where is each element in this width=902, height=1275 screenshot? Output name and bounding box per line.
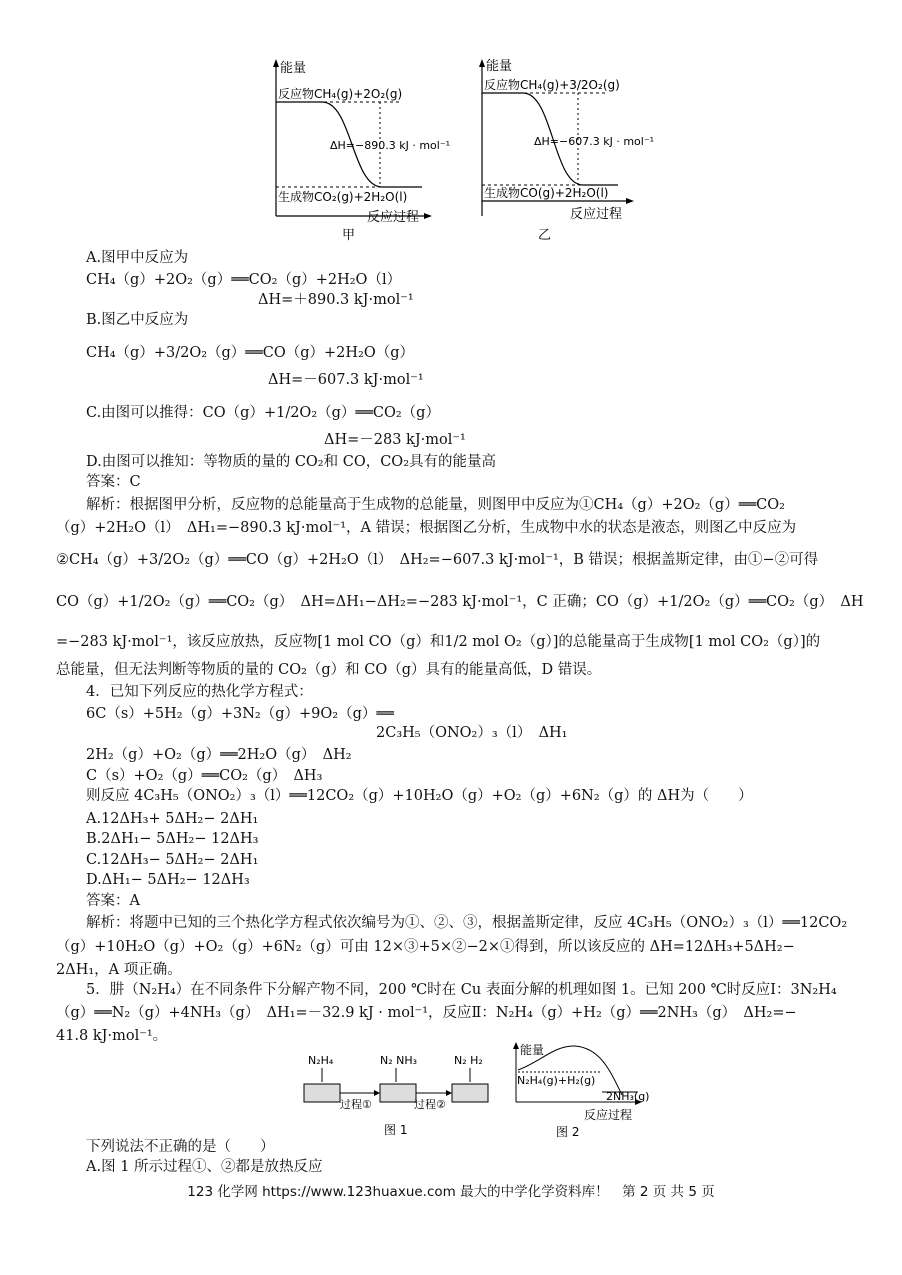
text-line: A.12ΔH₃+ 5ΔH₂− 2ΔH₁ [86, 811, 259, 827]
fig2-reactant: N₂H₄(g)+H₂(g) [517, 1074, 596, 1087]
yi-caption: 乙 [538, 228, 552, 241]
text-line: 6C（s）+5H₂（g）+3N₂（g）+9O₂（g）══ [86, 706, 394, 722]
text-line: 5．肼（N₂H₄）在不同条件下分解产物不同，200 ℃时在 Cu 表面分解的机理如图 1。已知 200 ℃时反应Ⅰ：3N₂H₄ [86, 982, 837, 998]
mechanism-figure-1 [296, 1050, 496, 1140]
text-line: =−283 kJ·mol⁻¹，该反应放热，反应物[1 mol CO（g）和1/2 mol O₂（g）]的总能量高于生成物[1 mol CO₂（g）]的 [56, 634, 821, 650]
yi-reactant: 反应物CH₄(g)+3/2O₂(g) [484, 78, 620, 92]
text-line: （g）══N₂（g）+4NH₃（g） ΔH₁=－32.9 kJ · mol⁻¹，反应Ⅱ：N₂H₄（g）+H₂（g）══2NH₃（g） ΔH₂=− [56, 1005, 797, 1021]
text-line: CH₄（g）+2O₂（g）══CO₂（g）+2H₂O（l） [86, 272, 402, 288]
text-line: ΔH=－607.3 kJ·mol⁻¹ [268, 372, 424, 388]
text-line: 解析：将题中已知的三个热化学方程式依次编号为①、②、③，根据盖斯定律，反应 4C₃H₅（ONO₂）₃（l）══12CO₂ [86, 915, 848, 931]
text-line: C.由图可以推得：CO（g）+1/2O₂（g）══CO₂（g） [86, 405, 440, 421]
text-line: （g）+10H₂O（g）+O₂（g）+6N₂（g）可由 12×③+5×②−2×①得到，所以该反应的 ΔH=12ΔH₃+5ΔH₂− [56, 939, 795, 955]
text-line: CO（g）+1/2O₂（g）══CO₂（g） ΔH=ΔH₁−ΔH₂=−283 kJ·mol⁻¹，C 正确；CO（g）+1/2O₂（g）══CO₂（g） ΔH [56, 594, 864, 610]
fig1-step2: 过程② [414, 1098, 446, 1111]
fig1-n2nh3: N₂ NH₃ [380, 1054, 418, 1067]
yi-xlabel: 反应过程 [570, 207, 623, 222]
text-line: 2H₂（g）+O₂（g）══2H₂O（g） ΔH₂ [86, 747, 352, 763]
text-line: 2C₃H₅（ONO₂）₃（l） ΔH₁ [376, 725, 568, 741]
text-line: 答案：C [86, 474, 141, 490]
text-line: 解析：根据图甲分析，反应物的总能量高于生成物的总能量，则图甲中反应为①CH₄（g）+2O₂（g）══CO₂ [86, 497, 785, 513]
yi-dh: ΔH=−607.3 kJ · mol⁻¹ [534, 135, 655, 148]
text-line: ΔH=－283 kJ·mol⁻¹ [324, 432, 466, 448]
fig2-ylabel: 能量 [520, 1043, 545, 1057]
fig2-xlabel: 反应过程 [584, 1108, 633, 1122]
text-line: 则反应 4C₃H₅（ONO₂）₃（l）══12CO₂（g）+10H₂O（g）+O₂（g）+6N₂（g）的 ΔH为（ ） [86, 788, 753, 804]
text-line: 4．已知下列反应的热化学方程式： [86, 684, 313, 700]
text-line: CH₄（g）+3/2O₂（g）══CO（g）+2H₂O（g） [86, 345, 415, 361]
text-line: D.ΔH₁− 5ΔH₂− 12ΔH₃ [86, 872, 250, 888]
text-line: B.2ΔH₁− 5ΔH₂− 12ΔH₃ [86, 831, 259, 847]
text-line: B.图乙中反应为 [86, 312, 189, 328]
text-line: C.12ΔH₃− 5ΔH₂− 2ΔH₁ [86, 852, 259, 868]
fig2-product: 2NH₃(g) [606, 1090, 650, 1103]
page-footer: 123 化学网 https://www.123huaxue.com 最大的中学化学资料库！ 第 2 页 共 5 页 [187, 1184, 715, 1200]
text-line: D.由图可以推知：等物质的量的 CO₂和 CO，CO₂具有的能量高 [86, 454, 497, 470]
jia-product: 生成物CO₂(g)+2H₂O(l) [278, 190, 408, 204]
text-line: 答案：A [86, 893, 140, 909]
text-line: 2ΔH₁，A 项正确。 [56, 962, 182, 978]
jia-caption: 甲 [342, 228, 356, 241]
text-line: 下列说法不正确的是（ ） [86, 1139, 275, 1155]
energy-diagram-figure-2 [510, 1040, 660, 1140]
jia-dh: ΔH=−890.3 kJ · mol⁻¹ [330, 139, 451, 152]
text-line: C（s）+O₂（g）══CO₂（g） ΔH₃ [86, 768, 323, 784]
text-line: 41.8 kJ·mol⁻¹。 [56, 1028, 168, 1044]
text-line: ②CH₄（g）+3/2O₂（g）══CO（g）+2H₂O（l） ΔH₂=−607.3 kJ·mol⁻¹，B 错误；根据盖斯定律，由①−②可得 [56, 552, 819, 568]
text-line: A.图 1 所示过程①、②都是放热反应 [86, 1159, 323, 1175]
text-line: A.图甲中反应为 [86, 250, 189, 266]
text-line: 总能量，但无法判断等物质的量的 CO₂（g）和 CO（g）具有的能量高低，D 错误。 [56, 662, 602, 678]
fig2-caption: 图 2 [556, 1125, 580, 1139]
yi-ylabel: 能量 [486, 59, 513, 74]
text-line: （g）+2H₂O（l） ΔH₁=−890.3 kJ·mol⁻¹，A 错误；根据图乙分析，生成物中水的状态是液态，则图乙中反应为 [56, 520, 797, 536]
fig1-n2h4: N₂H₄ [308, 1054, 334, 1067]
fig1-step1: 过程① [340, 1098, 372, 1111]
jia-reactant: 反应物CH₄(g)+2O₂(g) [278, 87, 403, 101]
energy-diagram-yi [468, 56, 668, 241]
energy-diagram-jia [262, 56, 462, 241]
text-line: ΔH=＋890.3 kJ·mol⁻¹ [258, 292, 414, 308]
fig1-n2h2: N₂ H₂ [454, 1054, 483, 1067]
fig1-caption: 图 1 [384, 1123, 408, 1137]
yi-product: 生成物CO(g)+2H₂O(l) [484, 186, 609, 200]
jia-xlabel: 反应过程 [367, 210, 420, 225]
jia-ylabel: 能量 [280, 61, 307, 76]
